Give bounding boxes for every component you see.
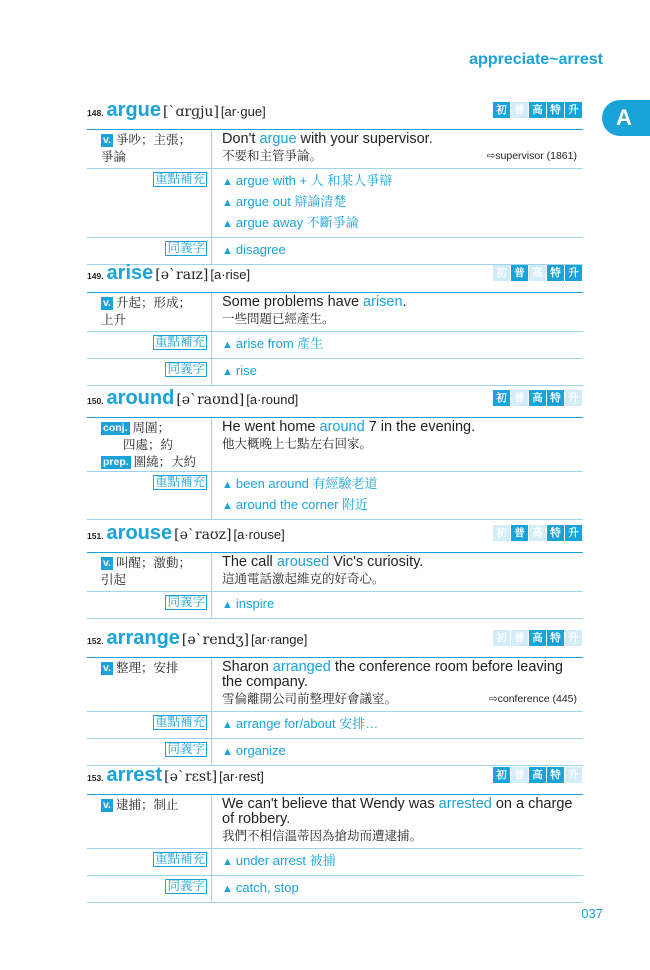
- example-translation: [222, 691, 577, 708]
- level-badge-4: 升: [565, 390, 582, 406]
- definition-text: 升起；形成；: [115, 296, 191, 310]
- supplement-label: 重點補充: [154, 715, 205, 729]
- entry-headword-line: [87, 387, 583, 411]
- definition-text: 四處；約: [123, 438, 174, 452]
- synonym-text: organize: [235, 743, 286, 758]
- dictionary-entry-arrange: [87, 627, 583, 766]
- translation-text: 我們不相信溫蒂因為搶劫而遭逮捕。: [222, 829, 423, 843]
- supplement-row: [87, 332, 583, 359]
- supplement-text: around the corner 附近: [235, 497, 369, 512]
- synonym-list: [212, 876, 583, 902]
- syllable-division: [a·rouse]: [233, 527, 285, 542]
- level-badge-3: 特: [547, 390, 564, 406]
- synonym-row: [87, 238, 583, 265]
- synonym-label-cell: [87, 592, 212, 618]
- definition-cell: [87, 658, 212, 711]
- cross-reference: ⇨conference (445): [488, 693, 577, 705]
- example-text: 7 in the evening.: [364, 419, 476, 435]
- part-of-speech-badge: v.: [103, 799, 111, 811]
- triangle-icon: ▲: [222, 599, 233, 611]
- level-badges: [493, 525, 582, 541]
- page-number: 037: [581, 906, 603, 921]
- level-badge-0: 初: [493, 390, 510, 406]
- meaning-example-row: [87, 293, 583, 332]
- definition-line: [101, 437, 207, 454]
- example-text: The call: [222, 554, 277, 570]
- example-translation: [222, 311, 577, 328]
- dictionary-entry-arise: [87, 262, 583, 386]
- triangle-icon: ▲: [222, 197, 233, 209]
- supplement-row: [87, 849, 583, 876]
- headword: around: [106, 387, 175, 409]
- syllable-division: [ar·gue]: [220, 104, 266, 119]
- synonym-item: [222, 741, 577, 762]
- headword: arouse: [106, 522, 173, 544]
- level-badge-1: 普: [511, 102, 528, 118]
- supplement-item: [222, 192, 577, 213]
- dictionary-entry-arrest: [87, 764, 583, 903]
- example-highlight: arranged: [272, 659, 331, 675]
- example-highlight: arisen: [363, 294, 403, 310]
- definition-line: [101, 312, 207, 329]
- synonym-label: 同義字: [167, 879, 205, 893]
- part-of-speech-badge: conj.: [103, 422, 128, 434]
- syllable-division: [a·round]: [246, 392, 299, 407]
- supplement-tag: [101, 474, 207, 491]
- headword: arise: [106, 262, 154, 284]
- synonym-item: [222, 594, 577, 615]
- part-of-speech-badge: v.: [103, 134, 111, 146]
- supplement-text: argue with + 人 和某人爭辯: [235, 173, 393, 188]
- dictionary-entry-around: [87, 387, 583, 520]
- triangle-icon: ▲: [222, 883, 233, 895]
- example-cell: [212, 293, 583, 331]
- synonym-text: catch, stop: [235, 880, 299, 895]
- example-highlight: argue: [259, 131, 297, 147]
- example-text: on a charge of robbery.: [222, 796, 573, 827]
- example-cell: [212, 795, 583, 848]
- triangle-icon: ▲: [222, 245, 233, 257]
- synonym-label-cell: [87, 238, 212, 264]
- definition-line: [101, 572, 207, 589]
- part-of-speech-badge: v.: [103, 297, 111, 309]
- supplement-label-cell: [87, 472, 212, 519]
- level-badge-0: 初: [493, 525, 510, 541]
- supplement-label-cell: [87, 169, 212, 237]
- example-sentence: [222, 555, 577, 570]
- triangle-icon: ▲: [222, 218, 233, 230]
- example-text: He went home: [222, 419, 320, 435]
- level-badges: [493, 767, 582, 783]
- synonym-item: [222, 878, 577, 899]
- level-badge-2: 高: [529, 102, 546, 118]
- definition-line: [101, 454, 207, 471]
- supplement-text: argue out 辯論清楚: [235, 194, 347, 209]
- meaning-example-row: [87, 418, 583, 472]
- synonym-row: [87, 592, 583, 619]
- entry-headword-line: [87, 627, 583, 651]
- entry-headword-line: [87, 99, 583, 123]
- entry-number: 153.: [87, 773, 104, 783]
- definition-cell: [87, 130, 212, 168]
- entry-number: 150.: [87, 396, 104, 406]
- entry-number: 148.: [87, 108, 104, 118]
- example-text: We can't believe that Wendy was: [222, 796, 439, 812]
- headword: arrange: [106, 627, 180, 649]
- meaning-example-row: [87, 658, 583, 712]
- translation-text: 這通電話激起維克的好奇心。: [222, 572, 385, 586]
- supplement-item: [222, 171, 577, 192]
- supplement-list: [212, 712, 583, 738]
- definition-text: 引起: [101, 573, 127, 587]
- triangle-icon: ▲: [222, 746, 233, 758]
- supplement-label-cell: [87, 712, 212, 738]
- synonym-text: disagree: [235, 242, 286, 257]
- example-text: Don't: [222, 131, 260, 147]
- example-translation: [222, 571, 577, 588]
- example-sentence: [222, 660, 577, 690]
- synonym-tag: [101, 361, 207, 378]
- example-text: with your supervisor.: [296, 131, 433, 147]
- synonym-item: [222, 240, 577, 261]
- level-badge-0: 初: [493, 630, 510, 646]
- level-badge-4: 升: [565, 102, 582, 118]
- triangle-icon: ▲: [222, 176, 233, 188]
- synonym-tag: [101, 741, 207, 758]
- supplement-tag: [101, 334, 207, 351]
- example-text: the conference room before leaving the company.: [222, 659, 563, 690]
- part-of-speech-badge: v.: [103, 557, 111, 569]
- definition-cell: [87, 795, 212, 848]
- level-badge-4: 升: [565, 525, 582, 541]
- headword: argue: [106, 99, 162, 121]
- level-badge-1: 普: [511, 390, 528, 406]
- headword: arrest: [106, 764, 163, 786]
- level-badges: [493, 630, 582, 646]
- definition-line: [101, 149, 207, 166]
- definition-cell: [87, 293, 212, 331]
- synonym-tag: [101, 594, 207, 611]
- supplement-item: [222, 851, 577, 872]
- supplement-row: [87, 169, 583, 238]
- syllable-division: [a·rise]: [210, 267, 251, 282]
- synonym-text: rise: [235, 363, 257, 378]
- synonym-label-cell: [87, 359, 212, 385]
- triangle-icon: ▲: [222, 339, 233, 351]
- definition-text: 整理；安排: [115, 661, 179, 675]
- page-range-header: appreciate~arrest: [469, 51, 603, 68]
- synonym-label: 同義字: [167, 742, 205, 756]
- supplement-list: [212, 169, 583, 237]
- example-sentence: [222, 295, 577, 310]
- synonym-list: [212, 739, 583, 765]
- triangle-icon: ▲: [222, 479, 233, 491]
- supplement-label-cell: [87, 332, 212, 358]
- synonym-label-cell: [87, 739, 212, 765]
- synonym-list: [212, 592, 583, 618]
- synonym-row: [87, 876, 583, 903]
- synonym-row: [87, 739, 583, 766]
- dictionary-entry-argue: [87, 99, 583, 265]
- example-cell: [212, 658, 583, 711]
- example-highlight: around: [319, 419, 365, 435]
- supplement-label: 重點補充: [154, 475, 205, 489]
- section-tab-letter: A: [602, 100, 650, 136]
- example-text: Some problems have: [222, 294, 364, 310]
- synonym-label-cell: [87, 876, 212, 902]
- supplement-list: [212, 472, 583, 519]
- definition-line: [101, 420, 207, 437]
- phonetic-transcription: [əˋraʊz]: [174, 527, 232, 543]
- supplement-text: arise from 產生: [235, 336, 324, 351]
- level-badge-3: 特: [547, 265, 564, 281]
- translation-text: 他大概晚上七點左右回家。: [222, 437, 373, 451]
- triangle-icon: ▲: [222, 856, 233, 868]
- level-badge-2: 高: [529, 265, 546, 281]
- synonym-list: [212, 359, 583, 385]
- synonym-text: inspire: [235, 596, 275, 611]
- definition-cell: [87, 553, 212, 591]
- phonetic-transcription: [əˋrendʒ]: [181, 632, 249, 648]
- meaning-example-row: [87, 795, 583, 849]
- supplement-row: [87, 712, 583, 739]
- level-badges: [493, 102, 582, 118]
- phonetic-transcription: [əˋraɪz]: [155, 267, 209, 283]
- definition-text: 叫醒；激動；: [115, 556, 191, 570]
- synonym-item: [222, 361, 577, 382]
- supplement-text: been around 有經驗老道: [235, 476, 378, 491]
- level-badges: [493, 265, 582, 281]
- supplement-item: [222, 334, 577, 355]
- synonym-tag: [101, 240, 207, 257]
- example-highlight: aroused: [276, 554, 330, 570]
- level-badge-2: 高: [529, 390, 546, 406]
- supplement-item: [222, 213, 577, 234]
- definition-text: 周圍；: [132, 421, 171, 435]
- supplement-item: [222, 495, 577, 516]
- level-badge-4: 升: [565, 767, 582, 783]
- part-of-speech-badge: prep.: [103, 456, 129, 468]
- definition-text: 上升: [101, 313, 127, 327]
- example-sentence: [222, 132, 577, 147]
- example-text: .: [402, 294, 407, 310]
- level-badge-2: 高: [529, 525, 546, 541]
- level-badge-1: 普: [511, 630, 528, 646]
- level-badge-3: 特: [547, 630, 564, 646]
- level-badge-4: 升: [565, 630, 582, 646]
- syllable-division: [ar·range]: [251, 632, 308, 647]
- level-badge-3: 特: [547, 767, 564, 783]
- definition-text: 逮捕；制止: [115, 798, 179, 812]
- supplement-tag: [101, 714, 207, 731]
- definition-line: [101, 295, 207, 312]
- entry-number: 151.: [87, 531, 104, 541]
- supplement-row: [87, 472, 583, 520]
- example-text: Vic's curiosity.: [329, 554, 424, 570]
- part-of-speech-badge: v.: [103, 662, 111, 674]
- supplement-text: argue away 不斷爭論: [235, 215, 359, 230]
- supplement-list: [212, 332, 583, 358]
- translation-text: 不要和主管爭論。: [222, 149, 323, 163]
- supplement-label-cell: [87, 849, 212, 875]
- synonym-label: 同義字: [167, 595, 205, 609]
- definition-text: 爭吵；主張；: [115, 133, 191, 147]
- supplement-text: under arrest 被捕: [235, 853, 336, 868]
- level-badge-1: 普: [511, 265, 528, 281]
- entry-headword-line: [87, 764, 583, 788]
- supplement-label: 重點補充: [154, 335, 205, 349]
- entry-headword-line: [87, 262, 583, 286]
- translation-text: 雪倫離開公司前整理好會議室。: [222, 692, 398, 706]
- level-badges: [493, 390, 582, 406]
- supplement-tag: [101, 171, 207, 188]
- supplement-item: [222, 474, 577, 495]
- synonym-label: 同義字: [167, 362, 205, 376]
- supplement-item: [222, 714, 577, 735]
- supplement-label: 重點補充: [154, 852, 205, 866]
- example-translation: [222, 436, 577, 453]
- example-text: Sharon: [222, 659, 273, 675]
- definition-line: [101, 660, 207, 677]
- triangle-icon: ▲: [222, 719, 233, 731]
- example-sentence: [222, 797, 577, 827]
- synonym-label: 同義字: [167, 241, 205, 255]
- level-badge-0: 初: [493, 265, 510, 281]
- meaning-example-row: [87, 130, 583, 169]
- supplement-tag: [101, 851, 207, 868]
- level-badge-1: 普: [511, 767, 528, 783]
- entry-number: 152.: [87, 636, 104, 646]
- entry-headword-line: [87, 522, 583, 546]
- entry-number: 149.: [87, 271, 104, 281]
- example-translation: [222, 828, 577, 845]
- phonetic-transcription: [əˋrɛst]: [164, 769, 218, 785]
- synonym-tag: [101, 878, 207, 895]
- phonetic-transcription: [ˋɑrɡju]: [163, 104, 219, 120]
- level-badge-0: 初: [493, 102, 510, 118]
- triangle-icon: ▲: [222, 500, 233, 512]
- level-badge-3: 特: [547, 102, 564, 118]
- triangle-icon: ▲: [222, 366, 233, 378]
- phonetic-transcription: [əˋraʊnd]: [176, 392, 245, 408]
- supplement-label: 重點補充: [154, 172, 205, 186]
- supplement-list: [212, 849, 583, 875]
- definition-line: [101, 555, 207, 572]
- level-badge-4: 升: [565, 265, 582, 281]
- level-badge-1: 普: [511, 525, 528, 541]
- example-cell: [212, 130, 583, 168]
- example-highlight: arrested: [438, 796, 492, 812]
- definition-line: [101, 132, 207, 149]
- example-cell: [212, 553, 583, 591]
- example-sentence: [222, 420, 577, 435]
- translation-text: 一些問題已經產生。: [222, 312, 335, 326]
- cross-reference: ⇨supervisor (1861): [486, 150, 577, 162]
- level-badge-0: 初: [493, 767, 510, 783]
- definition-text: 圍繞；大約: [133, 455, 197, 469]
- synonym-list: [212, 238, 583, 264]
- level-badge-2: 高: [529, 630, 546, 646]
- syllable-division: [ar·rest]: [219, 769, 264, 784]
- definition-line: [101, 797, 207, 814]
- level-badge-3: 特: [547, 525, 564, 541]
- level-badge-2: 高: [529, 767, 546, 783]
- example-cell: [212, 418, 583, 471]
- synonym-row: [87, 359, 583, 386]
- definition-text: 爭論: [101, 150, 127, 164]
- example-translation: [222, 148, 577, 165]
- supplement-text: arrange for/about 安排…: [235, 716, 379, 731]
- dictionary-entry-arouse: [87, 522, 583, 619]
- definition-cell: [87, 418, 212, 471]
- meaning-example-row: [87, 553, 583, 592]
